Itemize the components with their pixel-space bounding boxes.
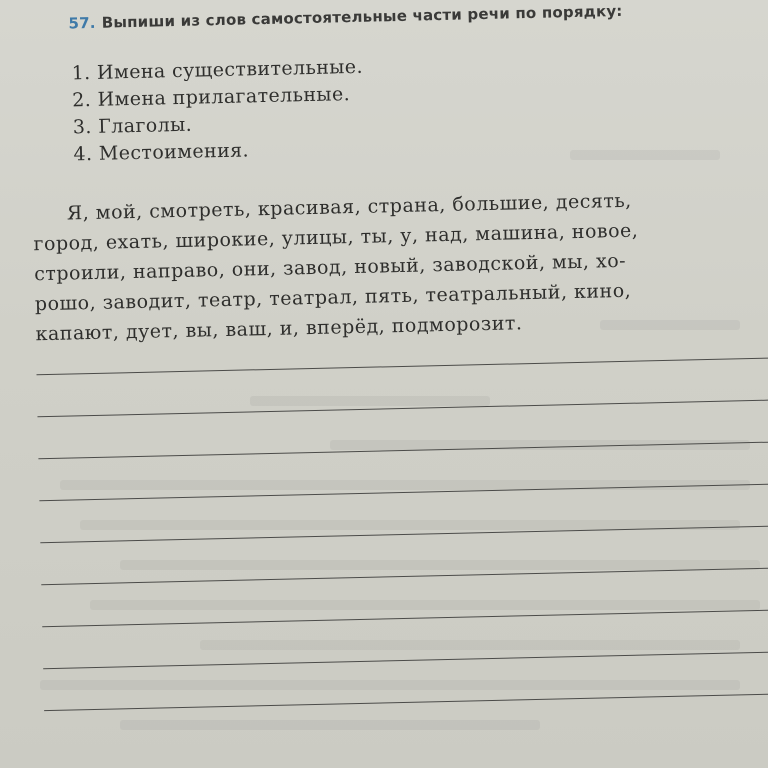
writing-line[interactable] (39, 482, 768, 501)
word-list-paragraph (33, 186, 641, 350)
task-heading (68, 2, 622, 33)
list-item: 3. Глаголы. (72, 113, 193, 139)
list-item: 2. Имена прилагательные. (72, 83, 351, 112)
word-line: город, ехать, широкие, улицы, ты, у, над, машина, новое, (33, 219, 639, 256)
writing-line[interactable] (41, 566, 768, 585)
writing-line[interactable] (43, 650, 768, 669)
writing-line[interactable] (42, 608, 768, 627)
task-instruction: Выпиши из слов самостоятельные части речи по порядку: (101, 1, 623, 32)
writing-line[interactable] (40, 524, 768, 543)
list-item: 4. Местоимения. (73, 139, 250, 166)
parts-of-speech-list (71, 54, 365, 169)
word-line: Я, мой, смотреть, красивая, страна, большие, десять, (66, 189, 632, 225)
task-number: 57. (68, 13, 96, 33)
writing-line[interactable] (37, 398, 768, 417)
word-line: капают, дует, вы, ваш, и, вперёд, подморозит. (35, 312, 523, 346)
writing-line[interactable] (44, 692, 768, 711)
writing-line[interactable] (36, 356, 768, 375)
word-line: строили, направо, они, завод, новый, заводской, мы, хо- (33, 249, 627, 286)
word-line: рошо, заводит, театр, театрал, пять, театральный, кино, (34, 279, 632, 316)
writing-line[interactable] (38, 440, 768, 459)
answer-lines (36, 356, 768, 751)
list-item: 1. Имена существительные. (71, 55, 364, 85)
